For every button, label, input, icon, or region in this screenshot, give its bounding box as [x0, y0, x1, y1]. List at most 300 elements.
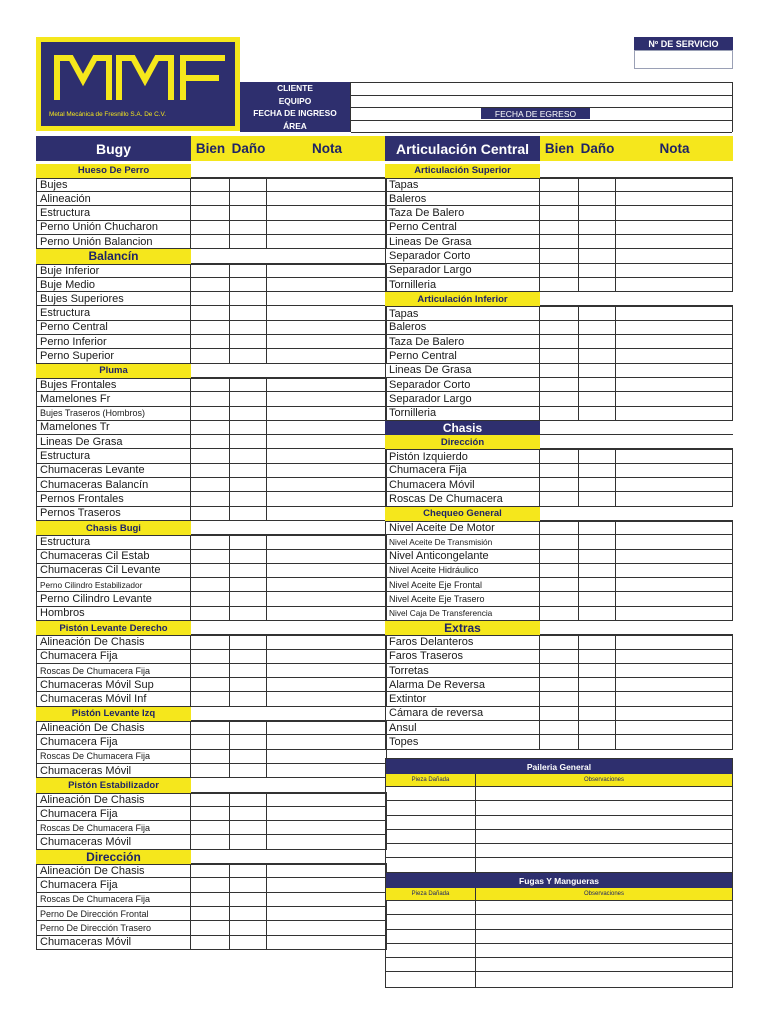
- bien-checkbox[interactable]: [540, 192, 579, 206]
- bien-checkbox[interactable]: [191, 435, 230, 449]
- nota-field[interactable]: [267, 793, 387, 807]
- dano-checkbox[interactable]: [230, 449, 267, 463]
- dano-checkbox[interactable]: [230, 535, 267, 549]
- nota-field[interactable]: [267, 235, 387, 249]
- nota-field[interactable]: [267, 449, 387, 463]
- bien-checkbox[interactable]: [191, 206, 230, 220]
- dano-checkbox[interactable]: [230, 507, 267, 521]
- nota-field[interactable]: [616, 278, 733, 292]
- bien-checkbox[interactable]: [191, 578, 230, 592]
- bien-checkbox[interactable]: [540, 664, 579, 678]
- dano-checkbox[interactable]: [579, 221, 616, 235]
- damaged-part-field[interactable]: [386, 944, 476, 957]
- nota-field[interactable]: [267, 864, 387, 878]
- nota-field[interactable]: [616, 592, 733, 606]
- section-label: Articulación Inferior: [385, 292, 540, 306]
- nota-field[interactable]: [267, 664, 387, 678]
- nota-field[interactable]: [616, 650, 733, 664]
- dano-checkbox[interactable]: [579, 249, 616, 263]
- nota-field[interactable]: [616, 378, 733, 392]
- nota-field[interactable]: [267, 192, 387, 206]
- bien-checkbox[interactable]: [191, 635, 230, 649]
- nota-field[interactable]: [616, 692, 733, 706]
- nota-field[interactable]: [267, 907, 387, 921]
- nota-field[interactable]: [616, 321, 733, 335]
- bien-checkbox[interactable]: [191, 835, 230, 849]
- bien-checkbox[interactable]: [191, 278, 230, 292]
- bien-checkbox[interactable]: [540, 550, 579, 564]
- nota-field[interactable]: [267, 378, 387, 392]
- section-gap: [191, 521, 387, 535]
- bien-checkbox[interactable]: [191, 178, 230, 192]
- checklist-row: [36, 793, 387, 807]
- dano-checkbox[interactable]: [230, 235, 267, 249]
- damaged-part-field[interactable]: [386, 830, 476, 843]
- nota-field[interactable]: [267, 735, 387, 749]
- dano-checkbox[interactable]: [230, 678, 267, 692]
- dano-checkbox[interactable]: [230, 807, 267, 821]
- dano-checkbox[interactable]: [579, 349, 616, 363]
- checklist-row: [385, 306, 733, 320]
- dano-checkbox[interactable]: [230, 578, 267, 592]
- equipment-field[interactable]: [351, 96, 732, 109]
- dano-checkbox[interactable]: [579, 206, 616, 220]
- dano-checkbox[interactable]: [579, 449, 616, 463]
- nota-field[interactable]: [267, 321, 387, 335]
- bien-checkbox[interactable]: [191, 821, 230, 835]
- bien-checkbox[interactable]: [540, 578, 579, 592]
- bien-checkbox[interactable]: [191, 550, 230, 564]
- dano-checkbox[interactable]: [230, 878, 267, 892]
- dano-checkbox[interactable]: [230, 607, 267, 621]
- bien-checkbox[interactable]: [540, 321, 579, 335]
- bien-checkbox[interactable]: [540, 535, 579, 549]
- nota-field[interactable]: [616, 235, 733, 249]
- dano-checkbox[interactable]: [230, 464, 267, 478]
- bien-checkbox[interactable]: [540, 478, 579, 492]
- nota-field[interactable]: [616, 364, 733, 378]
- dano-checkbox[interactable]: [579, 721, 616, 735]
- item-name: Separador Largo: [385, 264, 540, 278]
- item-name: Pernos Frontales: [36, 492, 191, 506]
- dano-checkbox[interactable]: [579, 564, 616, 578]
- nota-field[interactable]: [267, 221, 387, 235]
- observation-row: [386, 958, 732, 972]
- dano-checkbox[interactable]: [579, 264, 616, 278]
- nota-field[interactable]: [267, 835, 387, 849]
- bien-checkbox[interactable]: [540, 521, 579, 535]
- checklist-row: [385, 378, 733, 392]
- nota-field[interactable]: [267, 392, 387, 406]
- dano-checkbox[interactable]: [579, 592, 616, 606]
- checklist-row: [385, 407, 733, 421]
- dano-checkbox[interactable]: [230, 321, 267, 335]
- dano-checkbox[interactable]: [230, 592, 267, 606]
- nota-field[interactable]: [616, 306, 733, 320]
- damaged-part-field[interactable]: [386, 816, 476, 829]
- nota-field[interactable]: [267, 550, 387, 564]
- dano-checkbox[interactable]: [230, 564, 267, 578]
- bien-checkbox[interactable]: [540, 407, 579, 421]
- bien-checkbox[interactable]: [540, 249, 579, 263]
- nota-field[interactable]: [267, 492, 387, 506]
- damaged-part-field[interactable]: [386, 930, 476, 943]
- bien-checkbox[interactable]: [191, 921, 230, 935]
- section-gap: [540, 507, 733, 521]
- bien-checkbox[interactable]: [540, 221, 579, 235]
- area-field[interactable]: [351, 121, 732, 134]
- observation-row: [386, 901, 732, 915]
- item-name: Chumaceras Móvil: [36, 835, 191, 849]
- service-number-field[interactable]: [634, 50, 733, 69]
- checklist-row: [36, 335, 387, 349]
- bien-checkbox[interactable]: [191, 378, 230, 392]
- nota-field[interactable]: [267, 206, 387, 220]
- bien-checkbox[interactable]: [540, 378, 579, 392]
- dano-checkbox[interactable]: [579, 521, 616, 535]
- dano-checkbox[interactable]: [230, 936, 267, 950]
- nota-field[interactable]: [267, 349, 387, 363]
- dano-checkbox[interactable]: [230, 178, 267, 192]
- bien-checkbox[interactable]: [540, 692, 579, 706]
- dano-checkbox[interactable]: [579, 678, 616, 692]
- bien-checkbox[interactable]: [540, 564, 579, 578]
- nota-field[interactable]: [267, 936, 387, 950]
- bien-checkbox[interactable]: [191, 407, 230, 421]
- bien-checkbox[interactable]: [191, 735, 230, 749]
- nota-field[interactable]: [267, 650, 387, 664]
- dano-checkbox[interactable]: [230, 292, 267, 306]
- bien-checkbox[interactable]: [191, 592, 230, 606]
- nota-field[interactable]: [616, 664, 733, 678]
- section-header: [36, 850, 387, 864]
- nota-field[interactable]: [616, 264, 733, 278]
- dano-checkbox[interactable]: [230, 550, 267, 564]
- dano-checkbox[interactable]: [579, 321, 616, 335]
- nota-field[interactable]: [267, 421, 387, 435]
- nota-field[interactable]: [267, 564, 387, 578]
- dano-checkbox[interactable]: [230, 692, 267, 706]
- nota-field[interactable]: [616, 178, 733, 192]
- dano-checkbox[interactable]: [230, 435, 267, 449]
- bien-checkbox[interactable]: [540, 492, 579, 506]
- damaged-part-field[interactable]: [386, 801, 476, 814]
- dano-checkbox[interactable]: [579, 650, 616, 664]
- nota-field[interactable]: [267, 592, 387, 606]
- nota-field[interactable]: [616, 521, 733, 535]
- dano-checkbox[interactable]: [230, 864, 267, 878]
- dano-checkbox[interactable]: [579, 550, 616, 564]
- bien-checkbox[interactable]: [540, 392, 579, 406]
- dano-checkbox[interactable]: [579, 692, 616, 706]
- checklist-row: [36, 192, 387, 206]
- dano-checkbox[interactable]: [230, 264, 267, 278]
- bien-checkbox[interactable]: [191, 264, 230, 278]
- nota-field[interactable]: [267, 535, 387, 549]
- logo-mark-icon: [53, 52, 233, 102]
- nota-field[interactable]: [267, 464, 387, 478]
- dano-checkbox[interactable]: [579, 735, 616, 749]
- bien-checkbox[interactable]: [191, 421, 230, 435]
- nota-field[interactable]: [616, 535, 733, 549]
- nota-field[interactable]: [267, 478, 387, 492]
- nota-field[interactable]: [616, 707, 733, 721]
- damaged-part-field[interactable]: [386, 958, 476, 971]
- bien-checkbox[interactable]: [191, 721, 230, 735]
- bien-checkbox[interactable]: [540, 335, 579, 349]
- nota-field[interactable]: [267, 178, 387, 192]
- dano-checkbox[interactable]: [579, 335, 616, 349]
- client-field[interactable]: [351, 83, 732, 96]
- dano-checkbox[interactable]: [579, 464, 616, 478]
- dano-checkbox[interactable]: [230, 764, 267, 778]
- nota-field[interactable]: [616, 192, 733, 206]
- nota-field[interactable]: [267, 435, 387, 449]
- bien-checkbox[interactable]: [540, 206, 579, 220]
- bien-checkbox[interactable]: [540, 235, 579, 249]
- dano-checkbox[interactable]: [230, 750, 267, 764]
- dano-checkbox[interactable]: [230, 407, 267, 421]
- dano-checkbox[interactable]: [230, 664, 267, 678]
- section-gap: [540, 421, 733, 435]
- section-header: [36, 521, 387, 535]
- dano-checkbox[interactable]: [230, 821, 267, 835]
- bien-checkbox[interactable]: [540, 607, 579, 621]
- bien-checkbox[interactable]: [191, 464, 230, 478]
- item-name: Bujes Traseros (Hombros): [36, 407, 191, 421]
- dano-checkbox[interactable]: [230, 206, 267, 220]
- bien-checkbox[interactable]: [540, 306, 579, 320]
- bien-checkbox[interactable]: [191, 907, 230, 921]
- bien-checkbox[interactable]: [191, 607, 230, 621]
- checklist-row: [36, 578, 387, 592]
- nota-field[interactable]: [267, 764, 387, 778]
- nota-field[interactable]: [267, 921, 387, 935]
- nota-field[interactable]: [267, 507, 387, 521]
- bien-checkbox[interactable]: [540, 592, 579, 606]
- dano-checkbox[interactable]: [579, 492, 616, 506]
- nota-field[interactable]: [267, 264, 387, 278]
- nota-field[interactable]: [616, 249, 733, 263]
- dano-checkbox[interactable]: [579, 378, 616, 392]
- dano-col-header: Daño: [230, 136, 267, 161]
- nota-field[interactable]: [616, 735, 733, 749]
- nota-field[interactable]: [616, 578, 733, 592]
- dano-checkbox[interactable]: [579, 664, 616, 678]
- nota-field[interactable]: [267, 578, 387, 592]
- damaged-part-field[interactable]: [386, 915, 476, 928]
- bien-checkbox[interactable]: [191, 221, 230, 235]
- dano-checkbox[interactable]: [230, 907, 267, 921]
- nota-field[interactable]: [267, 607, 387, 621]
- nota-field[interactable]: [616, 492, 733, 506]
- item-name: Tapas: [385, 306, 540, 320]
- dano-checkbox[interactable]: [230, 278, 267, 292]
- bien-checkbox[interactable]: [191, 492, 230, 506]
- dano-checkbox[interactable]: [579, 407, 616, 421]
- bien-checkbox[interactable]: [191, 878, 230, 892]
- dano-checkbox[interactable]: [230, 793, 267, 807]
- dano-checkbox[interactable]: [579, 635, 616, 649]
- dano-checkbox[interactable]: [230, 635, 267, 649]
- item-name: Chumaceras Móvil Inf: [36, 692, 191, 706]
- nota-field[interactable]: [267, 278, 387, 292]
- dano-checkbox[interactable]: [579, 306, 616, 320]
- bien-checkbox[interactable]: [540, 364, 579, 378]
- dano-checkbox[interactable]: [579, 235, 616, 249]
- bien-checkbox[interactable]: [540, 721, 579, 735]
- nota-field[interactable]: [616, 206, 733, 220]
- bien-checkbox[interactable]: [540, 707, 579, 721]
- bien-checkbox[interactable]: [191, 807, 230, 821]
- dano-checkbox[interactable]: [579, 192, 616, 206]
- bien-checkbox[interactable]: [191, 864, 230, 878]
- bien-checkbox[interactable]: [191, 507, 230, 521]
- damaged-part-field[interactable]: [386, 972, 476, 986]
- nota-field[interactable]: [616, 721, 733, 735]
- bien-checkbox[interactable]: [540, 449, 579, 463]
- dano-checkbox[interactable]: [230, 893, 267, 907]
- dano-checkbox[interactable]: [579, 707, 616, 721]
- nota-field[interactable]: [267, 721, 387, 735]
- bien-checkbox[interactable]: [540, 735, 579, 749]
- bien-checkbox[interactable]: [191, 650, 230, 664]
- nota-field[interactable]: [267, 750, 387, 764]
- damaged-part-field[interactable]: [386, 858, 476, 871]
- bien-checkbox[interactable]: [191, 349, 230, 363]
- item-name: Chumacera Fija: [36, 878, 191, 892]
- bien-checkbox[interactable]: [540, 278, 579, 292]
- bien-checkbox[interactable]: [191, 692, 230, 706]
- bien-checkbox[interactable]: [191, 564, 230, 578]
- bien-checkbox[interactable]: [540, 635, 579, 649]
- dano-checkbox[interactable]: [579, 535, 616, 549]
- nota-field[interactable]: [267, 893, 387, 907]
- bien-checkbox[interactable]: [191, 449, 230, 463]
- checklist-row: [385, 478, 733, 492]
- checklist-row: [36, 878, 387, 892]
- nota-field[interactable]: [616, 221, 733, 235]
- dano-checkbox[interactable]: [230, 478, 267, 492]
- dano-checkbox[interactable]: [579, 607, 616, 621]
- bien-checkbox[interactable]: [540, 178, 579, 192]
- checklist-row: [385, 335, 733, 349]
- nota-field[interactable]: [616, 335, 733, 349]
- bien-checkbox[interactable]: [191, 678, 230, 692]
- bien-checkbox[interactable]: [540, 264, 579, 278]
- checklist-row: [385, 192, 733, 206]
- nota-field[interactable]: [267, 678, 387, 692]
- bien-checkbox[interactable]: [540, 650, 579, 664]
- nota-field[interactable]: [616, 678, 733, 692]
- nota-field[interactable]: [616, 564, 733, 578]
- dano-checkbox[interactable]: [230, 721, 267, 735]
- dano-checkbox[interactable]: [230, 835, 267, 849]
- item-name: Baleros: [385, 192, 540, 206]
- checklist-row: [36, 821, 387, 835]
- item-name: Cámara de reversa: [385, 707, 540, 721]
- dano-checkbox[interactable]: [230, 650, 267, 664]
- nota-field[interactable]: [616, 478, 733, 492]
- damaged-part-field[interactable]: [386, 901, 476, 914]
- nota-field[interactable]: [267, 821, 387, 835]
- bien-checkbox[interactable]: [191, 936, 230, 950]
- bien-checkbox[interactable]: [191, 392, 230, 406]
- bien-checkbox[interactable]: [540, 349, 579, 363]
- item-name: Nivel Caja De Transferencia: [385, 607, 540, 621]
- nota-field[interactable]: [267, 692, 387, 706]
- damaged-part-field[interactable]: [386, 844, 476, 857]
- dano-checkbox[interactable]: [579, 478, 616, 492]
- bien-checkbox[interactable]: [191, 335, 230, 349]
- damaged-part-field[interactable]: [386, 787, 476, 800]
- dano-checkbox[interactable]: [230, 335, 267, 349]
- nota-field[interactable]: [267, 407, 387, 421]
- section-header: [385, 164, 733, 178]
- dano-checkbox[interactable]: [230, 192, 267, 206]
- dano-checkbox[interactable]: [230, 306, 267, 320]
- nota-field[interactable]: [267, 807, 387, 821]
- nota-field[interactable]: [267, 292, 387, 306]
- bien-checkbox[interactable]: [191, 321, 230, 335]
- bien-checkbox[interactable]: [191, 192, 230, 206]
- nota-field[interactable]: [267, 335, 387, 349]
- nota-field[interactable]: [616, 349, 733, 363]
- bien-checkbox[interactable]: [191, 893, 230, 907]
- bien-checkbox[interactable]: [540, 678, 579, 692]
- bien-checkbox[interactable]: [191, 664, 230, 678]
- dano-checkbox[interactable]: [230, 221, 267, 235]
- nota-field[interactable]: [616, 464, 733, 478]
- dano-checkbox[interactable]: [230, 421, 267, 435]
- bien-checkbox[interactable]: [191, 292, 230, 306]
- nota-field[interactable]: [616, 407, 733, 421]
- dano-checkbox[interactable]: [230, 921, 267, 935]
- dano-checkbox[interactable]: [230, 735, 267, 749]
- dano-checkbox[interactable]: [579, 278, 616, 292]
- nota-field[interactable]: [616, 550, 733, 564]
- dano-checkbox[interactable]: [230, 349, 267, 363]
- nota-field[interactable]: [616, 607, 733, 621]
- section-header: [385, 421, 733, 435]
- bien-checkbox[interactable]: [191, 750, 230, 764]
- checklist-row: [36, 278, 387, 292]
- bien-checkbox[interactable]: [540, 464, 579, 478]
- dano-checkbox[interactable]: [579, 178, 616, 192]
- nota-field[interactable]: [616, 449, 733, 463]
- dano-checkbox[interactable]: [230, 392, 267, 406]
- nota-field[interactable]: [267, 635, 387, 649]
- bien-checkbox[interactable]: [191, 235, 230, 249]
- nota-field[interactable]: [267, 878, 387, 892]
- bien-checkbox[interactable]: [191, 306, 230, 320]
- nota-field[interactable]: [616, 392, 733, 406]
- bien-checkbox[interactable]: [191, 535, 230, 549]
- bien-checkbox[interactable]: [191, 478, 230, 492]
- nota-field[interactable]: [267, 306, 387, 320]
- dano-checkbox[interactable]: [230, 492, 267, 506]
- bien-checkbox[interactable]: [191, 764, 230, 778]
- nota-field[interactable]: [616, 635, 733, 649]
- observation-row: [386, 844, 732, 858]
- dano-checkbox[interactable]: [579, 364, 616, 378]
- section-gap: [191, 778, 387, 792]
- dano-checkbox[interactable]: [579, 578, 616, 592]
- bien-checkbox[interactable]: [191, 793, 230, 807]
- checklist-row: [385, 650, 733, 664]
- dano-checkbox[interactable]: [230, 378, 267, 392]
- dano-checkbox[interactable]: [579, 392, 616, 406]
